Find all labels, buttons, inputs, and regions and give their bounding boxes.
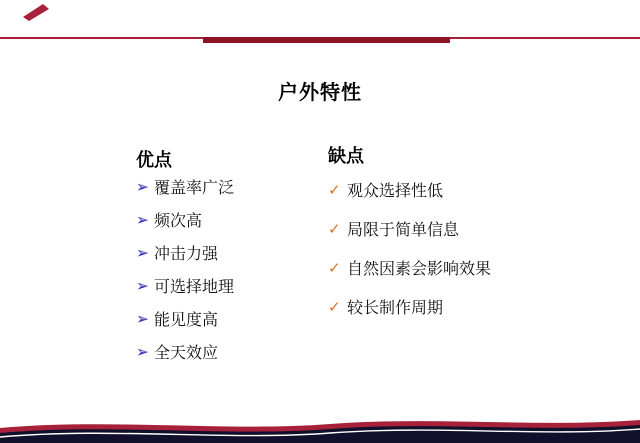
- arrow-bullet-icon: ➢: [136, 211, 149, 229]
- cons-header: 缺点: [328, 146, 364, 166]
- list-item: [136, 170, 234, 203]
- list-item-text: 观众选择性低: [347, 183, 444, 200]
- footer-wave-decoration: [0, 415, 640, 443]
- arrow-bullet-icon: ➢: [136, 178, 149, 196]
- corner-ribbon-decoration: [20, 2, 54, 22]
- list-item-text: 冲击力强: [154, 246, 219, 263]
- list-item: [136, 302, 234, 335]
- list-item: [136, 269, 234, 302]
- arrow-bullet-icon: ➢: [136, 310, 149, 328]
- list-item-text: 全天效应: [154, 345, 219, 362]
- list-item-text: 频次高: [154, 213, 203, 230]
- cons-list: [328, 170, 491, 326]
- check-bullet-icon: ✓: [328, 298, 341, 316]
- list-item-text: 自然因素会影响效果: [347, 261, 492, 278]
- arrow-bullet-icon: ➢: [136, 277, 149, 295]
- corner-ribbon-shape: [23, 4, 49, 21]
- pros-list: [136, 170, 234, 368]
- check-bullet-icon: ✓: [328, 220, 341, 238]
- list-item-text: 可选择地理: [154, 279, 235, 296]
- list-item: [136, 236, 234, 269]
- pros-header: 优点: [136, 150, 172, 170]
- arrow-bullet-icon: ➢: [136, 244, 149, 262]
- divider-line-thick-segment: [203, 37, 450, 43]
- list-item: [136, 203, 234, 236]
- list-item: [328, 170, 491, 209]
- list-item: [328, 209, 491, 248]
- list-item: [328, 287, 491, 326]
- check-bullet-icon: ✓: [328, 181, 341, 199]
- pros-column: [136, 146, 321, 376]
- list-item: [136, 335, 234, 368]
- cons-column: [328, 142, 558, 342]
- check-bullet-icon: ✓: [328, 259, 341, 277]
- list-item-text: 局限于简单信息: [347, 222, 460, 239]
- list-item: [328, 248, 491, 287]
- list-item-text: 覆盖率广泛: [154, 180, 235, 197]
- slide-title: 户外特性: [278, 82, 362, 104]
- arrow-bullet-icon: ➢: [136, 343, 149, 361]
- list-item-text: 能见度高: [154, 312, 219, 329]
- list-item-text: 较长制作周期: [347, 300, 444, 317]
